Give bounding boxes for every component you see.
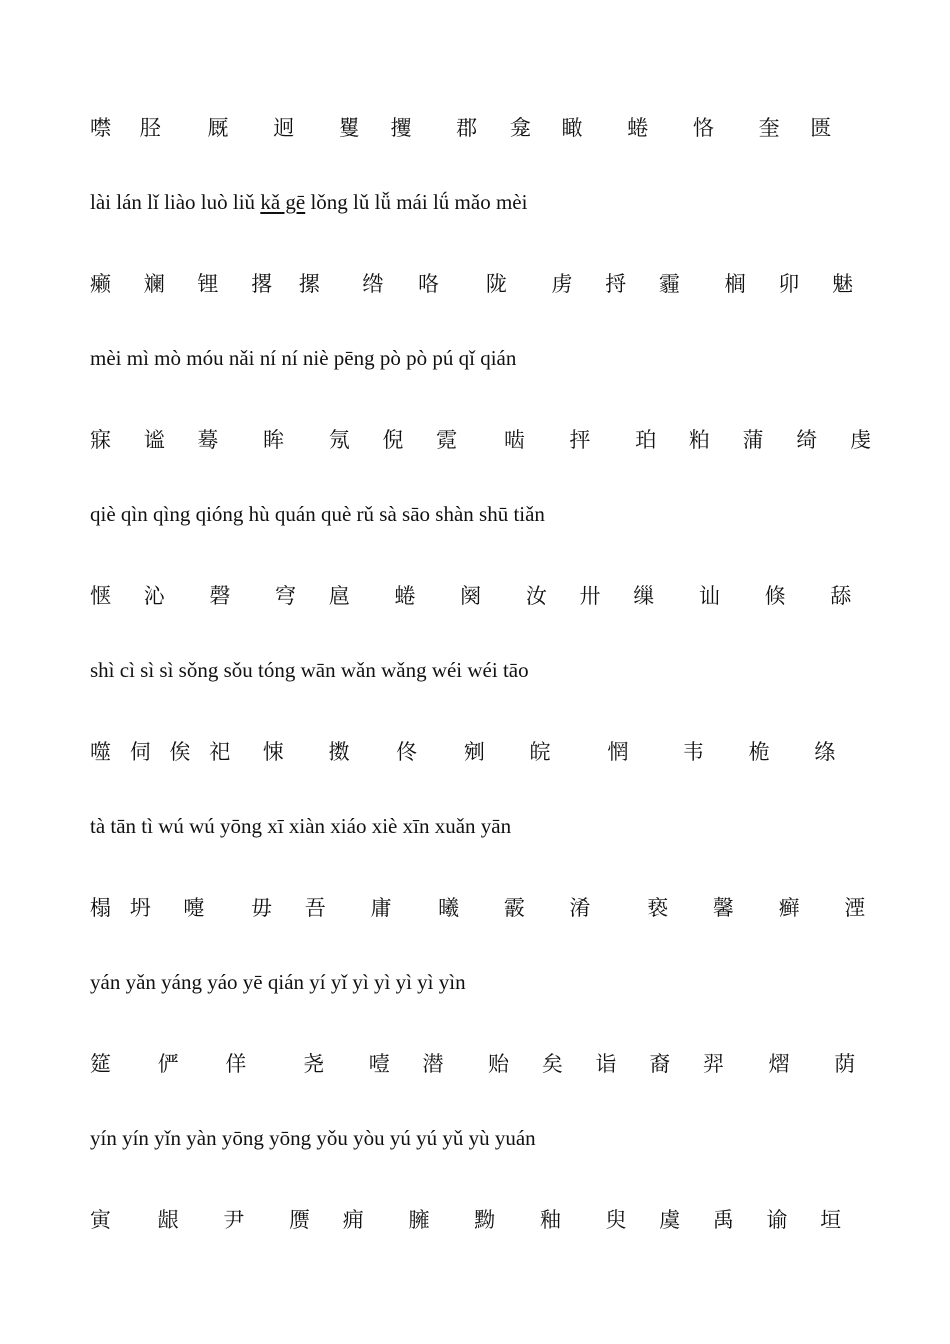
hanzi-char: 沁: [143, 584, 165, 608]
hanzi-line-3: [90, 424, 871, 454]
hanzi-char: 蒲: [742, 428, 764, 452]
pinyin-line-6: [90, 970, 466, 995]
hanzi-char: 厩: [207, 116, 229, 140]
hanzi-line-8: [90, 1204, 841, 1234]
hanzi-char: 嚏: [183, 896, 205, 920]
pinyin-text: mèi mì mò móu nǎi ní ní niè pēng pò pò pú qǐ qián: [90, 346, 517, 370]
hanzi-char: 谕: [766, 1208, 788, 1232]
hanzi-char: 剜: [463, 740, 485, 764]
hanzi-line-5: [90, 736, 835, 766]
hanzi-char: 攫: [390, 116, 412, 140]
hanzi-char: 榈: [724, 272, 746, 296]
hanzi-char: 虞: [659, 1208, 681, 1232]
hanzi-char: 釉: [539, 1208, 561, 1232]
pinyin-text: lài lán lǐ liào luò liǔ: [90, 190, 261, 214]
hanzi-char: 锂: [197, 272, 219, 296]
hanzi-char: 摞: [298, 272, 320, 296]
hanzi-line-2: [90, 268, 853, 298]
hanzi-char: 寐: [90, 428, 111, 452]
hanzi-char: 啮: [503, 428, 525, 452]
hanzi-char: 氖: [328, 428, 350, 452]
hanzi-char: 缫: [633, 584, 655, 608]
hanzi-char: 龈: [157, 1208, 179, 1232]
hanzi-char: 魅: [831, 272, 853, 296]
hanzi-char: 佯: [225, 1052, 247, 1076]
pinyin-line-5: [90, 814, 511, 839]
hanzi-char: 霾: [658, 272, 680, 296]
hanzi-char: 撂: [251, 272, 273, 296]
hanzi-char: 痈: [342, 1208, 364, 1232]
hanzi-char: 蜷: [627, 116, 649, 140]
hanzi-char: 噤: [90, 116, 111, 140]
hanzi-char: 擞: [328, 740, 350, 764]
hanzi-char: 捋: [605, 272, 627, 296]
hanzi-char: 霓: [436, 428, 458, 452]
hanzi-char: 伺: [129, 740, 151, 764]
hanzi-char: 俟: [169, 740, 191, 764]
hanzi-char: 磬: [209, 584, 231, 608]
hanzi-char: 矣: [541, 1052, 563, 1076]
hanzi-char: 粕: [688, 428, 710, 452]
hanzi-char: 咯: [418, 272, 440, 296]
hanzi-char: 绦: [814, 740, 836, 764]
hanzi-char: 贻: [488, 1052, 510, 1076]
hanzi-char: 黝: [474, 1208, 496, 1232]
hanzi-char: 癞: [90, 272, 111, 296]
hanzi-char: 郡: [456, 116, 478, 140]
pinyin-text: qiè qìn qìng qióng hù quán què rǔ sà sāo shàn shū tiǎn: [90, 502, 545, 526]
hanzi-char: 臃: [408, 1208, 430, 1232]
hanzi-char: 悚: [262, 740, 284, 764]
hanzi-char: 淆: [569, 896, 591, 920]
pinyin-text: lǒng lǔ lǚ mái lǘ mǎo mèi: [305, 190, 528, 214]
hanzi-line-4: [90, 580, 851, 610]
pinyin-line-1: [90, 190, 527, 215]
hanzi-char: 亵: [647, 896, 669, 920]
hanzi-char: 癣: [778, 896, 800, 920]
hanzi-char: 吾: [304, 896, 326, 920]
hanzi-char: 匮: [810, 116, 832, 140]
hanzi-char: 韦: [682, 740, 704, 764]
hanzi-char: 噎: [368, 1052, 390, 1076]
pinyin-text: yín yín yǐn yàn yōng yōng yǒu yòu yú yú yǔ yù yuán: [90, 1126, 536, 1150]
hanzi-char: 祀: [209, 740, 231, 764]
pinyin-text: yán yǎn yáng yáo yē qián yí yǐ yì yì yì yì yìn: [90, 970, 466, 994]
hanzi-char: 蜷: [394, 584, 416, 608]
hanzi-char: 舔: [830, 584, 852, 608]
hanzi-char: 恪: [692, 116, 714, 140]
hanzi-char: 赝: [289, 1208, 311, 1232]
hanzi-char: 绮: [796, 428, 818, 452]
hanzi-line-6: [90, 892, 865, 922]
hanzi-char: 筵: [90, 1052, 111, 1076]
hanzi-char: 毋: [251, 896, 273, 920]
hanzi-char: 绺: [362, 272, 384, 296]
pinyin-line-4: [90, 658, 529, 683]
hanzi-char: 汝: [525, 584, 547, 608]
hanzi-char: 奎: [758, 116, 780, 140]
hanzi-char: 眸: [263, 428, 285, 452]
hanzi-char: 羿: [702, 1052, 724, 1076]
hanzi-line-1: [90, 112, 831, 142]
hanzi-char: 卯: [778, 272, 800, 296]
hanzi-char: 馨: [712, 896, 734, 920]
hanzi-char: 禹: [712, 1208, 734, 1232]
hanzi-char: 垣: [820, 1208, 842, 1232]
hanzi-char: 诣: [595, 1052, 617, 1076]
hanzi-line-7: [90, 1048, 855, 1078]
hanzi-char: 瞰: [561, 116, 583, 140]
hanzi-char: 蓦: [197, 428, 219, 452]
hanzi-char: 虔: [849, 428, 871, 452]
hanzi-char: 湮: [844, 896, 866, 920]
hanzi-char: 倪: [382, 428, 404, 452]
hanzi-char: 俨: [157, 1052, 179, 1076]
hanzi-char: 阕: [460, 584, 482, 608]
hanzi-char: 卅: [579, 584, 601, 608]
hanzi-char: 虏: [551, 272, 573, 296]
hanzi-char: 扈: [328, 584, 350, 608]
hanzi-char: 荫: [834, 1052, 856, 1076]
hanzi-char: 皖: [529, 740, 551, 764]
hanzi-char: 惘: [607, 740, 629, 764]
hanzi-char: 谧: [143, 428, 165, 452]
pinyin-line-2: [90, 346, 516, 371]
hanzi-char: 桅: [748, 740, 770, 764]
hanzi-char: 裔: [649, 1052, 671, 1076]
hanzi-char: 潜: [422, 1052, 444, 1076]
hanzi-char: 庸: [370, 896, 392, 920]
pinyin-text: tà tān tì wú wú yōng xī xiàn xiáo xiè xīn xuǎn yān: [90, 814, 512, 838]
hanzi-char: 尧: [303, 1052, 325, 1076]
hanzi-char: 噬: [90, 740, 111, 764]
pinyin-line-3: [90, 502, 545, 527]
hanzi-char: 胫: [139, 116, 161, 140]
hanzi-char: 寅: [90, 1208, 111, 1232]
hanzi-char: 榻: [90, 896, 111, 920]
hanzi-char: 惬: [90, 584, 111, 608]
pinyin-text: shì cì sì sì sǒng sǒu tóng wān wǎn wǎng wéi wéi tāo: [90, 658, 529, 682]
hanzi-char: 迥: [273, 116, 295, 140]
hanzi-char: 尹: [223, 1208, 245, 1232]
hanzi-char: 倏: [764, 584, 786, 608]
hanzi-char: 臾: [605, 1208, 627, 1232]
hanzi-char: 曦: [438, 896, 460, 920]
hanzi-char: 佟: [396, 740, 418, 764]
hanzi-char: 穹: [275, 584, 297, 608]
hanzi-char: 陇: [485, 272, 507, 296]
hanzi-char: 抨: [569, 428, 591, 452]
hanzi-char: 霰: [503, 896, 525, 920]
hanzi-char: 坍: [129, 896, 151, 920]
hanzi-char: 矍: [338, 116, 360, 140]
pinyin-line-7: [90, 1126, 536, 1151]
hanzi-char: 龛: [509, 116, 531, 140]
pinyin-underlined-text: kǎ gē: [260, 190, 306, 214]
hanzi-char: 熠: [768, 1052, 790, 1076]
hanzi-char: 珀: [635, 428, 657, 452]
hanzi-char: 讪: [698, 584, 720, 608]
hanzi-char: 斓: [143, 272, 165, 296]
